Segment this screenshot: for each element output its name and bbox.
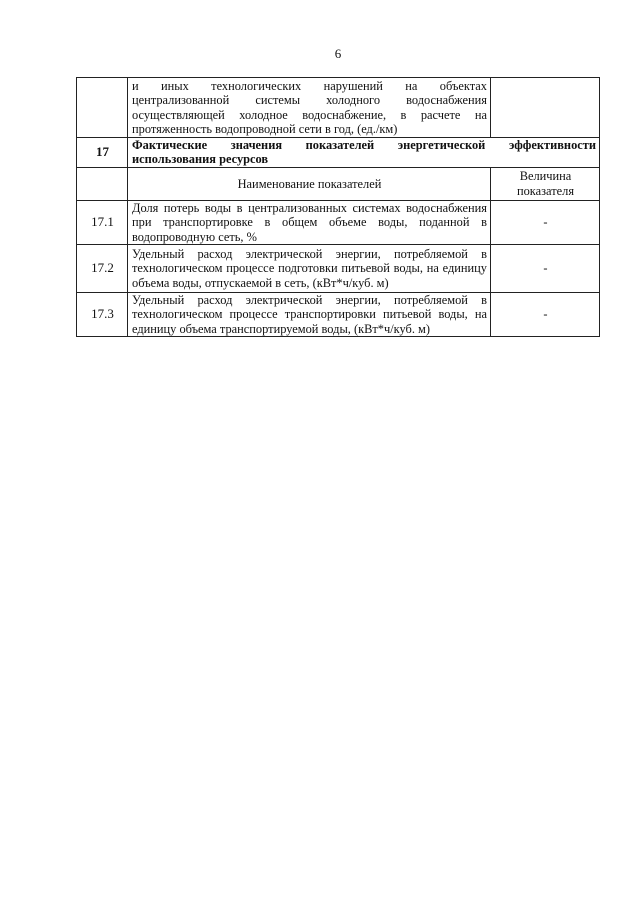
indicator-value-cell (491, 78, 600, 138)
page-number: 6 (334, 46, 342, 61)
indicator-value-cell: - (491, 245, 600, 293)
indicator-name-cell: и иных технологических нарушений на объектах централизованной системы холодного водоснабжения осуществляющей холодное водоснабжение, в расчете на протяженность водопроводной сети в год, (ед./км) (128, 78, 491, 138)
header-value-cell: Величина показателя (491, 167, 600, 200)
indicator-value-cell: - (491, 200, 600, 244)
indicator-name-cell: Удельный расход электрической энергии, потребляемой в технологическом процессе подготовки питьевой воды, на единицу объема воды, отпускаемой в сеть, (кВт*ч/куб. м) (128, 245, 491, 293)
indicator-value-cell: - (491, 293, 600, 337)
row-number-cell (77, 78, 128, 138)
indicator-name-cell: Доля потерь воды в централизованных системах водоснабжения при транспортировке в общем объеме воды, поданной в водопроводную сеть, % (128, 200, 491, 244)
table-row (77, 293, 600, 337)
indicator-name-cell: Удельный расход электрической энергии, потребляемой в технологическом процессе транспортировки питьевой воды, на единицу объема транспортируемой воды, (кВт*ч/куб. м) (128, 293, 491, 337)
table-row-continuation (77, 78, 600, 138)
table-row (77, 200, 600, 244)
section-number-cell: 17 (77, 138, 128, 168)
row-number-cell: 17.1 (77, 200, 128, 244)
section-row-17 (77, 138, 600, 168)
row-number-cell: 17.2 (77, 245, 128, 293)
row-number-cell: 17.3 (77, 293, 128, 337)
table-header-row (77, 167, 600, 200)
indicators-table (76, 77, 600, 337)
table-row (77, 245, 600, 293)
header-number-cell (77, 167, 128, 200)
section-title-cell: Фактические значения показателей энергетической эффективности использования ресурсов (128, 138, 600, 168)
header-name-cell: Наименование показателей (128, 167, 491, 200)
